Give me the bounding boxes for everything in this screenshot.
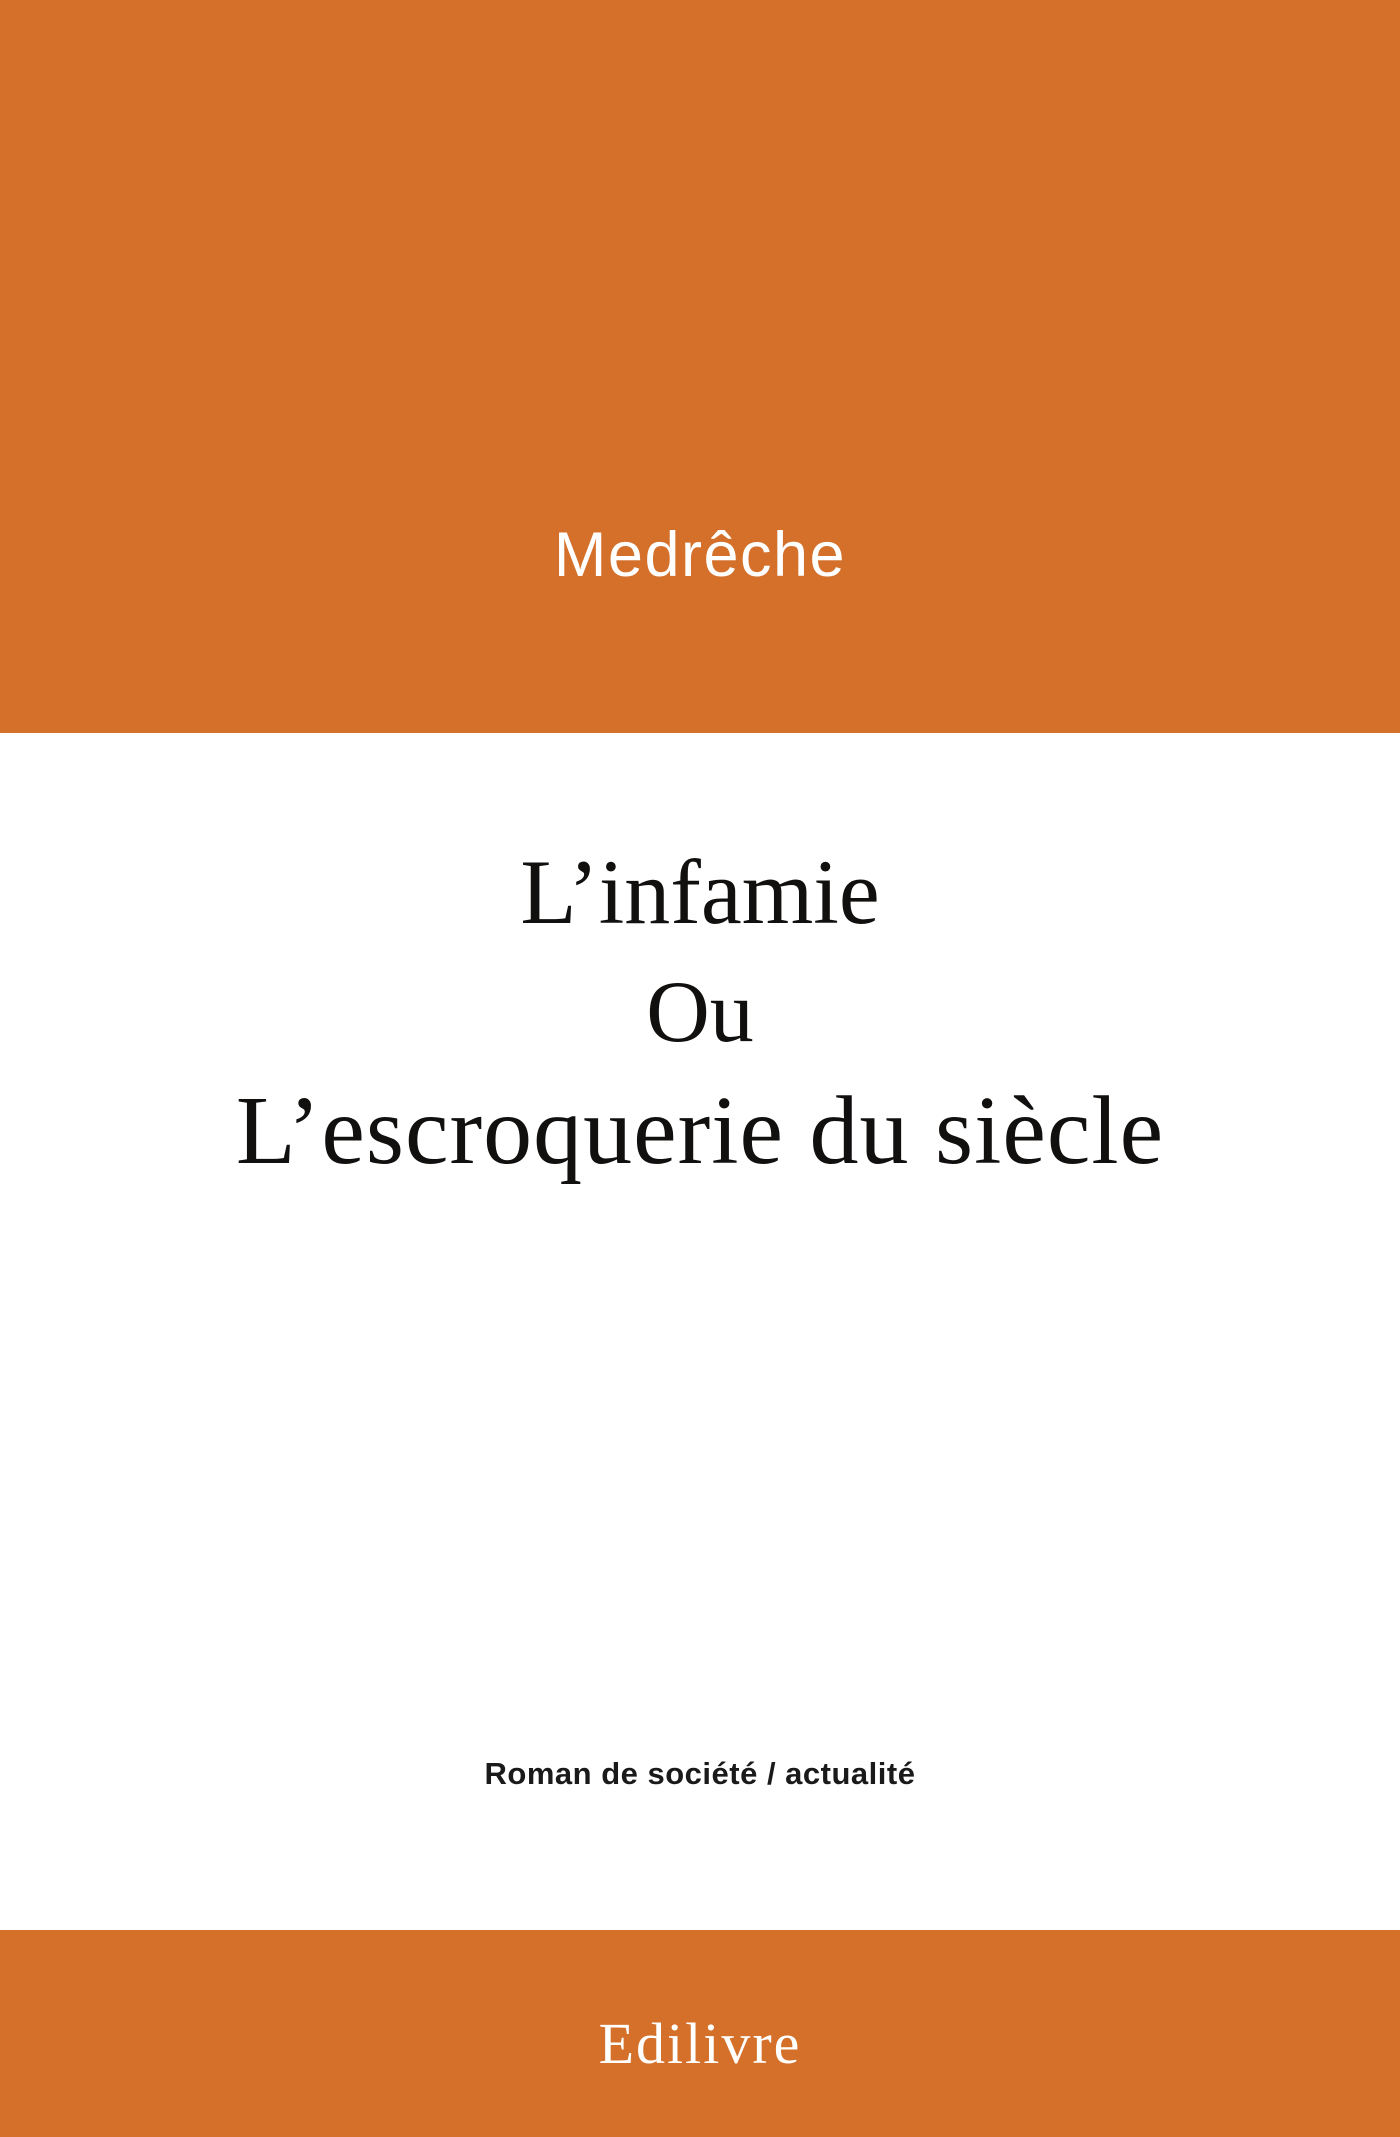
author-name: Medrêche xyxy=(553,520,847,590)
title-line-primary: L’infamie xyxy=(520,841,880,943)
title-line-conjunction: Ou xyxy=(646,963,754,1061)
title-line-subtitle: L’escroquerie du siècle xyxy=(235,1077,1165,1186)
book-title xyxy=(0,838,1400,1190)
publisher-logo: Edilivre xyxy=(598,2011,802,2076)
genre-label: Roman de société / actualité xyxy=(484,1756,916,1791)
top-color-band xyxy=(0,0,1400,733)
